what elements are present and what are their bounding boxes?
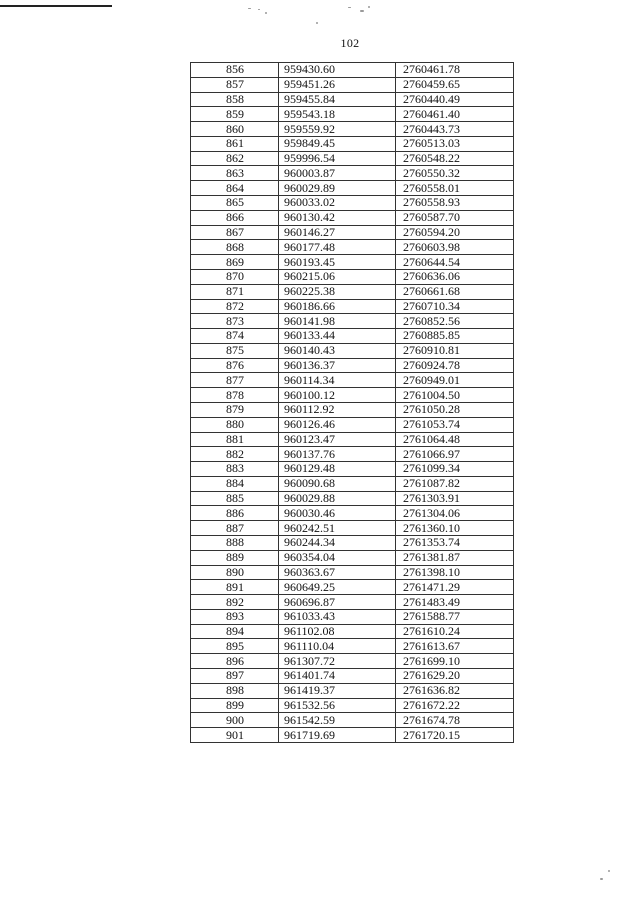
table-row (191, 343, 514, 358)
point-number-cell: 893 (191, 609, 279, 624)
y-coordinate-cell: 2760587.70 (396, 210, 514, 225)
y-coordinate-cell: 2761483.49 (396, 595, 514, 610)
y-coordinate-cell: 2761381.87 (396, 550, 514, 565)
y-coordinate-cell: 2760910.81 (396, 343, 514, 358)
table-row (191, 358, 514, 373)
table-row (191, 609, 514, 624)
y-coordinate-cell: 2761066.97 (396, 447, 514, 462)
point-number-cell: 869 (191, 255, 279, 270)
point-number-cell: 888 (191, 536, 279, 551)
point-number-cell: 865 (191, 196, 279, 211)
y-coordinate-cell: 2761720.15 (396, 728, 514, 743)
point-number-cell: 877 (191, 373, 279, 388)
point-number-cell: 870 (191, 269, 279, 284)
x-coordinate-cell: 960649.25 (279, 580, 396, 595)
point-number-cell: 858 (191, 92, 279, 107)
x-coordinate-cell: 960126.46 (279, 417, 396, 432)
point-number-cell: 868 (191, 240, 279, 255)
table-row (191, 491, 514, 506)
y-coordinate-cell: 2761004.50 (396, 388, 514, 403)
table-row (191, 402, 514, 417)
point-number-cell: 899 (191, 698, 279, 713)
point-number-cell: 898 (191, 683, 279, 698)
y-coordinate-cell: 2760710.34 (396, 299, 514, 314)
scan-speck (265, 12, 267, 14)
table-row (191, 447, 514, 462)
x-coordinate-cell: 960244.34 (279, 536, 396, 551)
y-coordinate-cell: 2761398.10 (396, 565, 514, 580)
scan-speck (368, 6, 370, 8)
x-coordinate-cell: 961542.59 (279, 713, 396, 728)
x-coordinate-cell: 960029.88 (279, 491, 396, 506)
coordinate-table (190, 62, 514, 743)
table-row (191, 683, 514, 698)
y-coordinate-cell: 2760885.85 (396, 329, 514, 344)
x-coordinate-cell: 959455.84 (279, 92, 396, 107)
x-coordinate-cell: 960033.02 (279, 196, 396, 211)
table-row (191, 580, 514, 595)
x-coordinate-cell: 961401.74 (279, 669, 396, 684)
table-row (191, 196, 514, 211)
x-coordinate-cell: 960177.48 (279, 240, 396, 255)
x-coordinate-cell: 960363.67 (279, 565, 396, 580)
y-coordinate-cell: 2760603.98 (396, 240, 514, 255)
scan-speck (248, 8, 251, 9)
y-coordinate-cell: 2760949.01 (396, 373, 514, 388)
point-number-cell: 860 (191, 122, 279, 137)
y-coordinate-cell: 2761360.10 (396, 521, 514, 536)
x-coordinate-cell: 960193.45 (279, 255, 396, 270)
point-number-cell: 880 (191, 417, 279, 432)
y-coordinate-cell: 2761064.48 (396, 432, 514, 447)
table-row (191, 565, 514, 580)
x-coordinate-cell: 960129.48 (279, 462, 396, 477)
point-number-cell: 872 (191, 299, 279, 314)
y-coordinate-cell: 2760440.49 (396, 92, 514, 107)
point-number-cell: 871 (191, 284, 279, 299)
point-number-cell: 887 (191, 521, 279, 536)
y-coordinate-cell: 2761087.82 (396, 476, 514, 491)
x-coordinate-cell: 960130.42 (279, 210, 396, 225)
point-number-cell: 874 (191, 329, 279, 344)
y-coordinate-cell: 2760558.93 (396, 196, 514, 211)
point-number-cell: 863 (191, 166, 279, 181)
x-coordinate-cell: 960242.51 (279, 521, 396, 536)
point-number-cell: 873 (191, 314, 279, 329)
table-row (191, 63, 514, 78)
y-coordinate-cell: 2760443.73 (396, 122, 514, 137)
y-coordinate-cell: 2760461.78 (396, 63, 514, 78)
point-number-cell: 861 (191, 136, 279, 151)
point-number-cell: 882 (191, 447, 279, 462)
table-row (191, 669, 514, 684)
point-number-cell: 900 (191, 713, 279, 728)
x-coordinate-cell: 960136.37 (279, 358, 396, 373)
x-coordinate-cell: 959996.54 (279, 151, 396, 166)
x-coordinate-cell: 961102.08 (279, 624, 396, 639)
table-row (191, 314, 514, 329)
page-number: 102 (340, 36, 360, 50)
table-row (191, 624, 514, 639)
table-row (191, 654, 514, 669)
table-row (191, 388, 514, 403)
x-coordinate-cell: 960141.98 (279, 314, 396, 329)
y-coordinate-cell: 2760459.65 (396, 77, 514, 92)
y-coordinate-cell: 2761674.78 (396, 713, 514, 728)
y-coordinate-cell: 2761613.67 (396, 639, 514, 654)
x-coordinate-cell: 960140.43 (279, 343, 396, 358)
y-coordinate-cell: 2761636.82 (396, 683, 514, 698)
y-coordinate-cell: 2760644.54 (396, 255, 514, 270)
point-number-cell: 876 (191, 358, 279, 373)
table-row (191, 225, 514, 240)
x-coordinate-cell: 960030.46 (279, 506, 396, 521)
y-coordinate-cell: 2761629.20 (396, 669, 514, 684)
x-coordinate-cell: 960225.38 (279, 284, 396, 299)
table-row (191, 107, 514, 122)
table-row (191, 92, 514, 107)
point-number-cell: 857 (191, 77, 279, 92)
point-number-cell: 883 (191, 462, 279, 477)
point-number-cell: 875 (191, 343, 279, 358)
table-row (191, 166, 514, 181)
table-row (191, 698, 514, 713)
point-number-cell: 864 (191, 181, 279, 196)
table-row (191, 373, 514, 388)
y-coordinate-cell: 2760548.22 (396, 151, 514, 166)
x-coordinate-cell: 960003.87 (279, 166, 396, 181)
y-coordinate-cell: 2760594.20 (396, 225, 514, 240)
y-coordinate-cell: 2761353.74 (396, 536, 514, 551)
x-coordinate-cell: 960133.44 (279, 329, 396, 344)
x-coordinate-cell: 960114.34 (279, 373, 396, 388)
coordinate-table-body (191, 63, 514, 743)
x-coordinate-cell: 960029.89 (279, 181, 396, 196)
x-coordinate-cell: 961110.04 (279, 639, 396, 654)
y-coordinate-cell: 2761099.34 (396, 462, 514, 477)
point-number-cell: 878 (191, 388, 279, 403)
point-number-cell: 896 (191, 654, 279, 669)
point-number-cell: 901 (191, 728, 279, 743)
point-number-cell: 891 (191, 580, 279, 595)
point-number-cell: 859 (191, 107, 279, 122)
header-rule (0, 5, 112, 7)
y-coordinate-cell: 2761304.06 (396, 506, 514, 521)
x-coordinate-cell: 960696.87 (279, 595, 396, 610)
point-number-cell: 889 (191, 550, 279, 565)
point-number-cell: 879 (191, 402, 279, 417)
table-row (191, 255, 514, 270)
x-coordinate-cell: 960354.04 (279, 550, 396, 565)
x-coordinate-cell: 960215.06 (279, 269, 396, 284)
scan-speck (348, 7, 351, 8)
x-coordinate-cell: 960100.12 (279, 388, 396, 403)
table-row (191, 77, 514, 92)
x-coordinate-cell: 960123.47 (279, 432, 396, 447)
point-number-cell: 884 (191, 476, 279, 491)
x-coordinate-cell: 961419.37 (279, 683, 396, 698)
table-row (191, 595, 514, 610)
y-coordinate-cell: 2760852.56 (396, 314, 514, 329)
y-coordinate-cell: 2760513.03 (396, 136, 514, 151)
table-row (191, 299, 514, 314)
y-coordinate-cell: 2761610.24 (396, 624, 514, 639)
point-number-cell: 866 (191, 210, 279, 225)
point-number-cell: 885 (191, 491, 279, 506)
point-number-cell: 886 (191, 506, 279, 521)
point-number-cell: 881 (191, 432, 279, 447)
table-row (191, 476, 514, 491)
y-coordinate-cell: 2761588.77 (396, 609, 514, 624)
point-number-cell: 867 (191, 225, 279, 240)
x-coordinate-cell: 960090.68 (279, 476, 396, 491)
x-coordinate-cell: 959559.92 (279, 122, 396, 137)
table-row (191, 284, 514, 299)
x-coordinate-cell: 960146.27 (279, 225, 396, 240)
point-number-cell: 892 (191, 595, 279, 610)
x-coordinate-cell: 960186.66 (279, 299, 396, 314)
x-coordinate-cell: 960112.92 (279, 402, 396, 417)
scan-speck (608, 870, 610, 872)
y-coordinate-cell: 2760461.40 (396, 107, 514, 122)
y-coordinate-cell: 2761050.28 (396, 402, 514, 417)
table-row (191, 136, 514, 151)
x-coordinate-cell: 961307.72 (279, 654, 396, 669)
y-coordinate-cell: 2760550.32 (396, 166, 514, 181)
table-row (191, 639, 514, 654)
table-row (191, 506, 514, 521)
x-coordinate-cell: 961719.69 (279, 728, 396, 743)
x-coordinate-cell: 959430.60 (279, 63, 396, 78)
scan-speck (316, 22, 318, 24)
table-row (191, 432, 514, 447)
table-row (191, 417, 514, 432)
point-number-cell: 897 (191, 669, 279, 684)
y-coordinate-cell: 2761471.29 (396, 580, 514, 595)
scan-speck (360, 10, 364, 12)
table-row (191, 728, 514, 743)
y-coordinate-cell: 2760636.06 (396, 269, 514, 284)
table-row (191, 210, 514, 225)
point-number-cell: 894 (191, 624, 279, 639)
y-coordinate-cell: 2761303.91 (396, 491, 514, 506)
table-row (191, 462, 514, 477)
table-row (191, 713, 514, 728)
table-row (191, 521, 514, 536)
table-row (191, 550, 514, 565)
scan-speck (258, 9, 260, 10)
x-coordinate-cell: 961033.43 (279, 609, 396, 624)
point-number-cell: 856 (191, 63, 279, 78)
x-coordinate-cell: 960137.76 (279, 447, 396, 462)
point-number-cell: 862 (191, 151, 279, 166)
y-coordinate-cell: 2761672.22 (396, 698, 514, 713)
x-coordinate-cell: 959451.26 (279, 77, 396, 92)
x-coordinate-cell: 961532.56 (279, 698, 396, 713)
table-row (191, 240, 514, 255)
y-coordinate-cell: 2760661.68 (396, 284, 514, 299)
y-coordinate-cell: 2760924.78 (396, 358, 514, 373)
point-number-cell: 895 (191, 639, 279, 654)
table-row (191, 536, 514, 551)
y-coordinate-cell: 2761699.10 (396, 654, 514, 669)
y-coordinate-cell: 2760558.01 (396, 181, 514, 196)
table-row (191, 181, 514, 196)
x-coordinate-cell: 959849.45 (279, 136, 396, 151)
x-coordinate-cell: 959543.18 (279, 107, 396, 122)
table-row (191, 329, 514, 344)
table-row (191, 269, 514, 284)
table-row (191, 122, 514, 137)
y-coordinate-cell: 2761053.74 (396, 417, 514, 432)
point-number-cell: 890 (191, 565, 279, 580)
table-row (191, 151, 514, 166)
scan-speck (600, 878, 603, 880)
